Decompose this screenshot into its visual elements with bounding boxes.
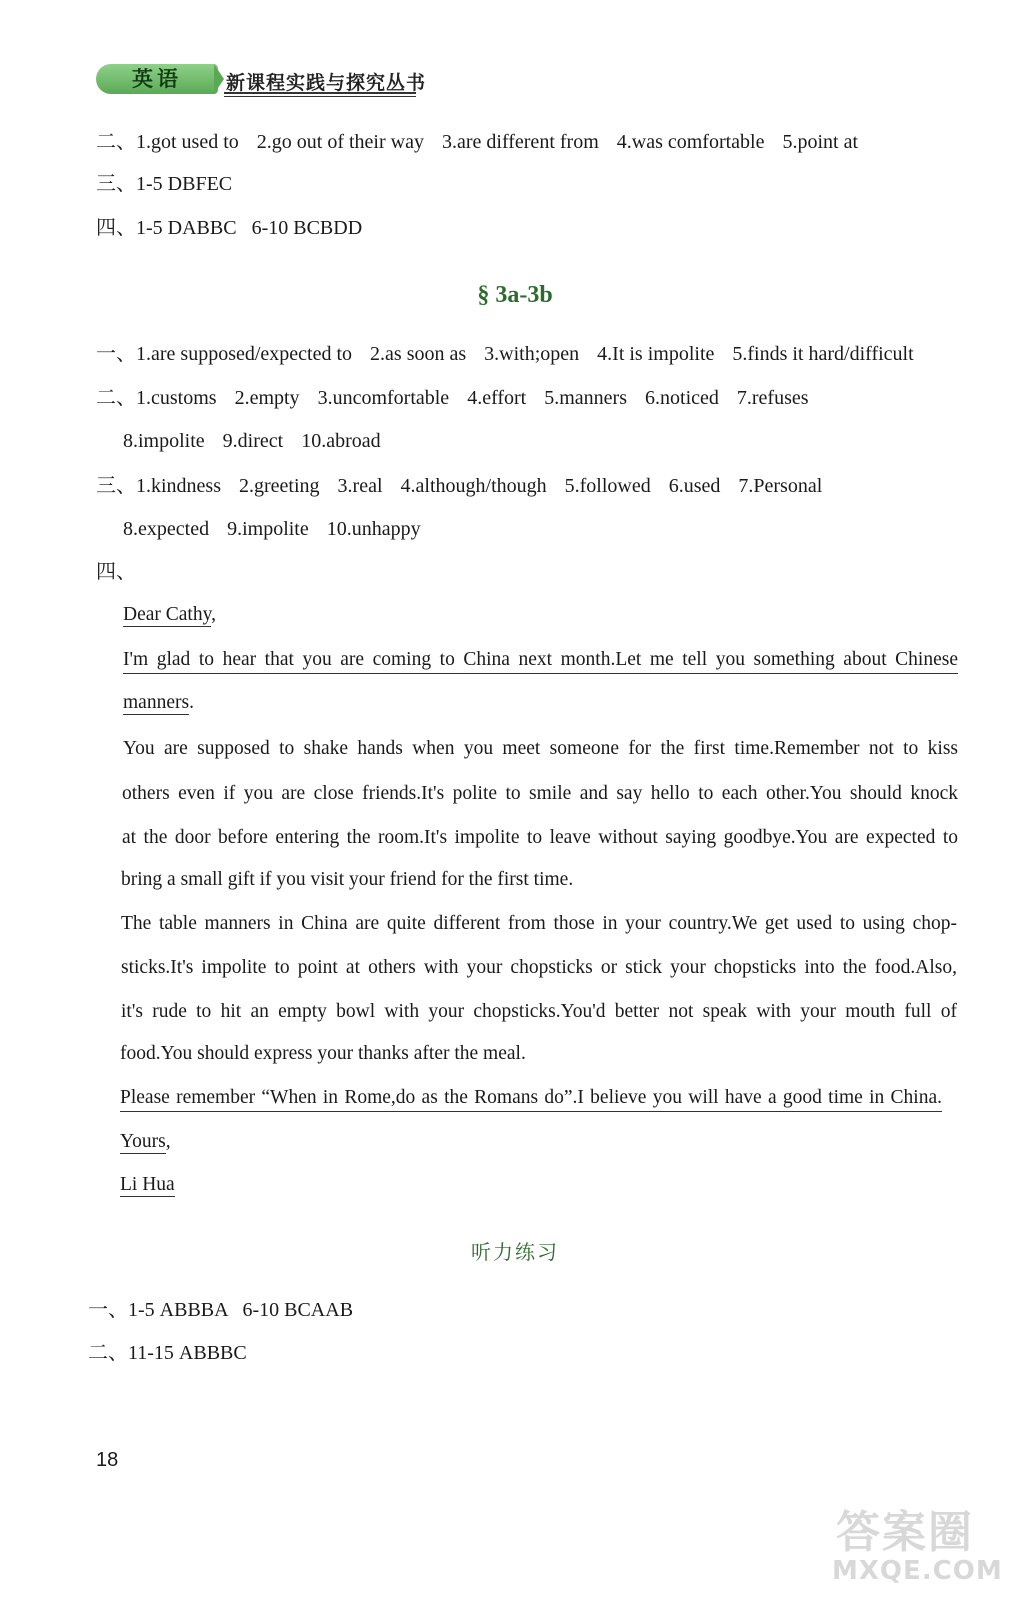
answer-item: 7.refuses: [736, 387, 809, 409]
answer-text: 1-5 DABBC 6-10 BCBDD: [136, 217, 363, 239]
header-rule: [224, 92, 416, 94]
intro-text: manners: [123, 692, 190, 713]
answer-item: 10.unhappy: [326, 518, 421, 540]
letter-p1-line-2: others even if you are close friends.It's polite to smile and say hello to each other.You should knock: [122, 783, 958, 804]
letter-p1-line-1: You are supposed to shake hands when you meet someone for the first time.Remember not to kiss: [123, 738, 958, 759]
page-header: [96, 64, 426, 100]
answer-row-1: [96, 342, 932, 366]
signoff-text: Yours: [120, 1131, 166, 1152]
answer-item: 2.go out of their way: [256, 131, 424, 153]
answer-row-4: [96, 560, 136, 584]
answer-item: 5.followed: [564, 475, 651, 497]
letter-p2-line-2: sticks.It's impolite to point at others with your chopsticks or stick your chopsticks into the food.Also,: [121, 957, 957, 978]
answer-item: 4.was comfortable: [616, 131, 765, 153]
signoff-punct: ,: [165, 1131, 171, 1152]
subject-badge-tip: [214, 64, 224, 94]
letter-signoff: [120, 1130, 171, 1154]
answer-row-2: [96, 130, 876, 154]
answer-item: 3.with;open: [484, 343, 580, 365]
listening-title: 听力练习: [471, 1240, 559, 1264]
answer-item: 3.are different from: [441, 131, 599, 153]
answer-item: 9.impolite: [227, 518, 309, 540]
answer-item: 5.manners: [544, 387, 628, 409]
intro-text: I'm glad to hear that you are coming to China next month.Let me tell you something about Chinese: [123, 648, 958, 674]
page-number: 18: [96, 1449, 119, 1471]
row-number: 三、: [96, 173, 136, 195]
answer-item: 6.noticed: [645, 387, 719, 409]
answer-item: 2.greeting: [239, 475, 320, 497]
letter-greeting: [123, 603, 216, 627]
watermark-logo-text: 答案圈: [836, 1507, 974, 1558]
answer-item: 2.as soon as: [370, 343, 467, 365]
answer-item: 6.used: [668, 475, 721, 497]
row-number: 二、: [96, 131, 136, 153]
answer-text: 1-5 ABBBA 6-10 BCAAB: [128, 1299, 354, 1321]
letter-p2-line-1: The table manners in China are quite different from those in your country.We get used to using chop-: [121, 913, 957, 934]
answer-item: 5.point at: [782, 131, 859, 153]
answer-item: 9.direct: [222, 430, 284, 452]
row-number: 一、: [96, 343, 136, 365]
letter-intro-line-2: [123, 691, 194, 715]
answer-item: 1.customs: [136, 387, 217, 409]
answer-item: 7.Personal: [738, 475, 823, 497]
listening-row-1: [88, 1298, 353, 1322]
watermark-url: MXQE.COM: [832, 1556, 1003, 1586]
letter-closing-line: [120, 1086, 942, 1112]
row-number: 一、: [88, 1299, 128, 1321]
answer-item: 2.empty: [234, 387, 300, 409]
answer-item: 1.got used to: [136, 131, 239, 153]
row-number: 二、: [88, 1342, 128, 1364]
signature-name: Li Hua: [120, 1174, 175, 1195]
listening-row-2: [88, 1341, 247, 1365]
letter-signature: [120, 1173, 175, 1197]
header-rule-thin: [224, 96, 416, 97]
answer-item: 4.It is impolite: [597, 343, 715, 365]
answer-item: 4.effort: [467, 387, 527, 409]
letter-p2-line-3: it's rude to hit an empty bowl with your chopsticks.You'd better not speak with your mouth full of: [121, 1001, 957, 1022]
letter-p1-line-4: bring a small gift if you visit your friend for the first time.: [121, 869, 574, 890]
intro-punct: .: [189, 692, 194, 713]
answer-row-3: [96, 474, 840, 498]
row-number: 四、: [96, 217, 136, 239]
answer-row-2-cont: [123, 429, 399, 453]
row-number: 三、: [96, 475, 136, 497]
answer-row-2: [96, 386, 827, 410]
row-number: 二、: [96, 387, 136, 409]
answer-item: 5.finds it hard/difficult: [732, 343, 914, 365]
series-title: 新课程实践与探究丛书: [226, 72, 427, 94]
answer-item: 8.expected: [123, 518, 210, 540]
letter-p2-line-4: food.You should express your thanks after the meal.: [120, 1043, 526, 1064]
row-number: 四、: [96, 561, 136, 583]
answer-item: 4.although/though: [400, 475, 547, 497]
subject-badge: 英语: [96, 64, 218, 94]
answer-item: 3.uncomfortable: [317, 387, 450, 409]
watermark: [832, 1496, 1012, 1596]
answer-row-3: [96, 172, 232, 196]
answer-item: 1.are supposed/expected to: [136, 343, 353, 365]
greeting-text: Dear Cathy: [123, 604, 212, 625]
answer-text: 11-15 ABBBC: [128, 1342, 247, 1364]
answer-row-4: [96, 216, 362, 240]
greeting-punct: ,: [211, 604, 216, 625]
section-title: § 3a-3b: [477, 282, 553, 308]
answer-item: 8.impolite: [123, 430, 205, 452]
letter-p1-line-3: at the door before entering the room.It's impolite to leave without saying goodbye.You are expected to: [122, 827, 958, 848]
answer-text: 1-5 DBFEC: [136, 173, 233, 195]
closing-text: Please remember “When in Rome,do as the Romans do”.I believe you will have a good time in China.: [120, 1086, 942, 1112]
letter-intro-line-1: [123, 648, 958, 674]
answer-item: 3.real: [337, 475, 383, 497]
answer-row-3-cont: [123, 517, 439, 541]
answer-item: 10.abroad: [301, 430, 381, 452]
answer-item: 1.kindness: [136, 475, 221, 497]
